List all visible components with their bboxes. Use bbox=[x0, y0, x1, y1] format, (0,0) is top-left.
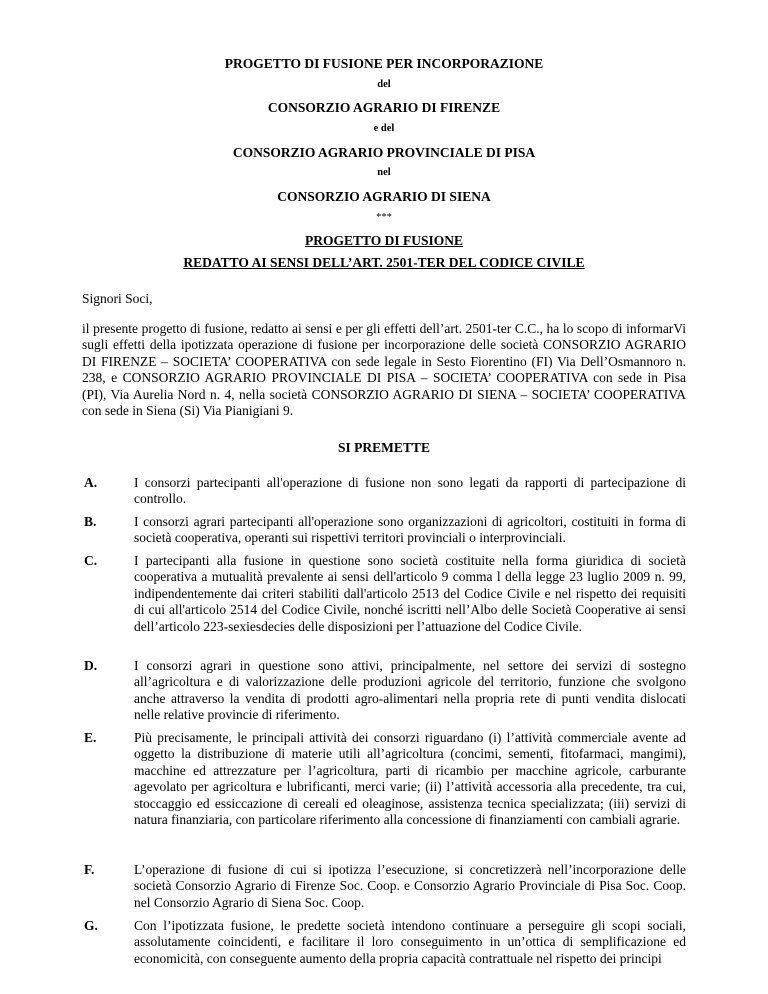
item-text-e: Più precisamente, le principali attività dei consorzi riguardano (i) l’attività commerciale avente ad oggetto la distribuzione di materie utili all’agricoltura (concimi, sementi, fitofarmaci, mangimi), macchine ed attrezzature per l’agricoltura, parti di ricambio per macchine agricole, carburante agevolato per agricoltura e lubrificanti, merci varie; (ii) l’attività accessoria alla precedente, tra cui, stoccaggio ed essiccazione di cereali ed oleaginose, assistenza tecnica specializzata; (iii) servizi di natura finanziaria, con particolare riferimento alla concessione di finanziamenti con cambiali agrarie. bbox=[134, 730, 686, 828]
heading-line-6: nel bbox=[377, 167, 391, 178]
item-letter-g: G. bbox=[84, 918, 98, 933]
heading-line-4: e del bbox=[373, 123, 395, 134]
item-text-b: I consorzi agrari partecipanti all'operazione sono organizzazioni di agricoltori, costituiti in forma di società cooperativa, operanti sui rispettivi territori provinciali o interprovinciali. bbox=[134, 514, 686, 546]
heading-line-7: CONSORZIO AGRARIO DI SIENA bbox=[277, 189, 491, 204]
item-letter-d: D. bbox=[84, 658, 98, 673]
item-letter-c: C. bbox=[84, 553, 98, 568]
item-text-g: Con l’ipotizzata fusione, le predette società intendono continuare a perseguire gli scopi sociali, assolutamente coincidenti, e facilitare il loro conseguimento in un’ottica di semplificazione ed economicità, con conseguente aumento della propria capacità contrattuale nel rispetto dei principi bbox=[134, 918, 686, 966]
document-title: PROGETTO DI FUSIONE bbox=[304, 233, 464, 248]
item-text-f: L’operazione di fusione di cui si ipotizza l’esecuzione, si concretizzerà nell’incorporazione delle società Consorzio Agrario di Firenze Soc. Coop. e Consorzio Agrario Provinciale di Pisa Soc. Coop. nel Consorzio Agrario di Siena Soc. Coop. bbox=[134, 862, 686, 910]
heading-line-2: del bbox=[377, 79, 391, 90]
item-text-c: I partecipanti alla fusione in questione sono società costituite nella forma giuridica di società cooperativa a mutualità prevalente ai sensi dell'articolo 9 comma l della legge 23 luglio 2009 n. 99, indipendentemente dai criteri stabiliti dall'articolo 2513 del Codice Civile e nel rispetto dei requisiti di cui all'articolo 2514 del Codice Civile, nonché iscritti nell’Albo delle Società Cooperative ai sensi dell’articolo 223-sexiesdecies delle disposizioni per l’attuazione del Codice Civile. bbox=[134, 553, 686, 634]
item-text-a: I consorzi partecipanti all'operazione di fusione non sono legati da rapporti di partecipazione di controllo. bbox=[134, 475, 686, 507]
document-subtitle: REDATTO AI SENSI DELL’ART. 2501-TER DEL CODICE CIVILE bbox=[183, 255, 585, 270]
item-text-d: I consorzi agrari in questione sono attivi, principalmente, nel settore dei servizi di sostegno all’agricoltura e di valorizzazione delle produzioni agricole del territorio, funzione che svolgono anche attraverso la vendita di prodotti agro-alimentari nella propria rete di punti vendita dislocati nelle relative provincie di riferimento. bbox=[134, 658, 686, 723]
item-letter-f: F. bbox=[84, 862, 95, 877]
heading-separator: *** bbox=[376, 212, 392, 223]
item-letter-e: E. bbox=[84, 730, 97, 745]
item-letter-b: B. bbox=[84, 514, 97, 529]
heading-line-5: CONSORZIO AGRARIO PROVINCIALE DI PISA bbox=[232, 145, 536, 160]
intro-paragraph: il presente progetto di fusione, redatto ai sensi e per gli effetti dell’art. 2501-ter C.C., ha lo scopo di informarVi sugli effetti della ipotizzata operazione di fusione per incorporazione delle società CONSORZIO AGRARIO DI FIRENZE – SOCIETA’ COOPERATIVA con sede legale in Sesto Fiorentino (FI) Via Dell’Osmannoro n. 238, e CONSORZIO AGRARIO PROVINCIALE DI PISA – SOCIETA’ COOPERATIVA con sede in Pisa (PI), Via Aurelia Nord n. 4, nella società CONSORZIO AGRARIO DI SIENA – SOCIETA’ COOPERATIVA con sede in Siena (Si) Via Pianigiani 9. bbox=[82, 321, 686, 419]
item-letter-a: A. bbox=[84, 475, 98, 490]
section-title: SI PREMETTE bbox=[338, 440, 430, 455]
salutation: Signori Soci, bbox=[82, 291, 153, 306]
heading-line-1: PROGETTO DI FUSIONE PER INCORPORAZIONE bbox=[224, 56, 544, 71]
heading-line-3: CONSORZIO AGRARIO DI FIRENZE bbox=[267, 100, 501, 115]
